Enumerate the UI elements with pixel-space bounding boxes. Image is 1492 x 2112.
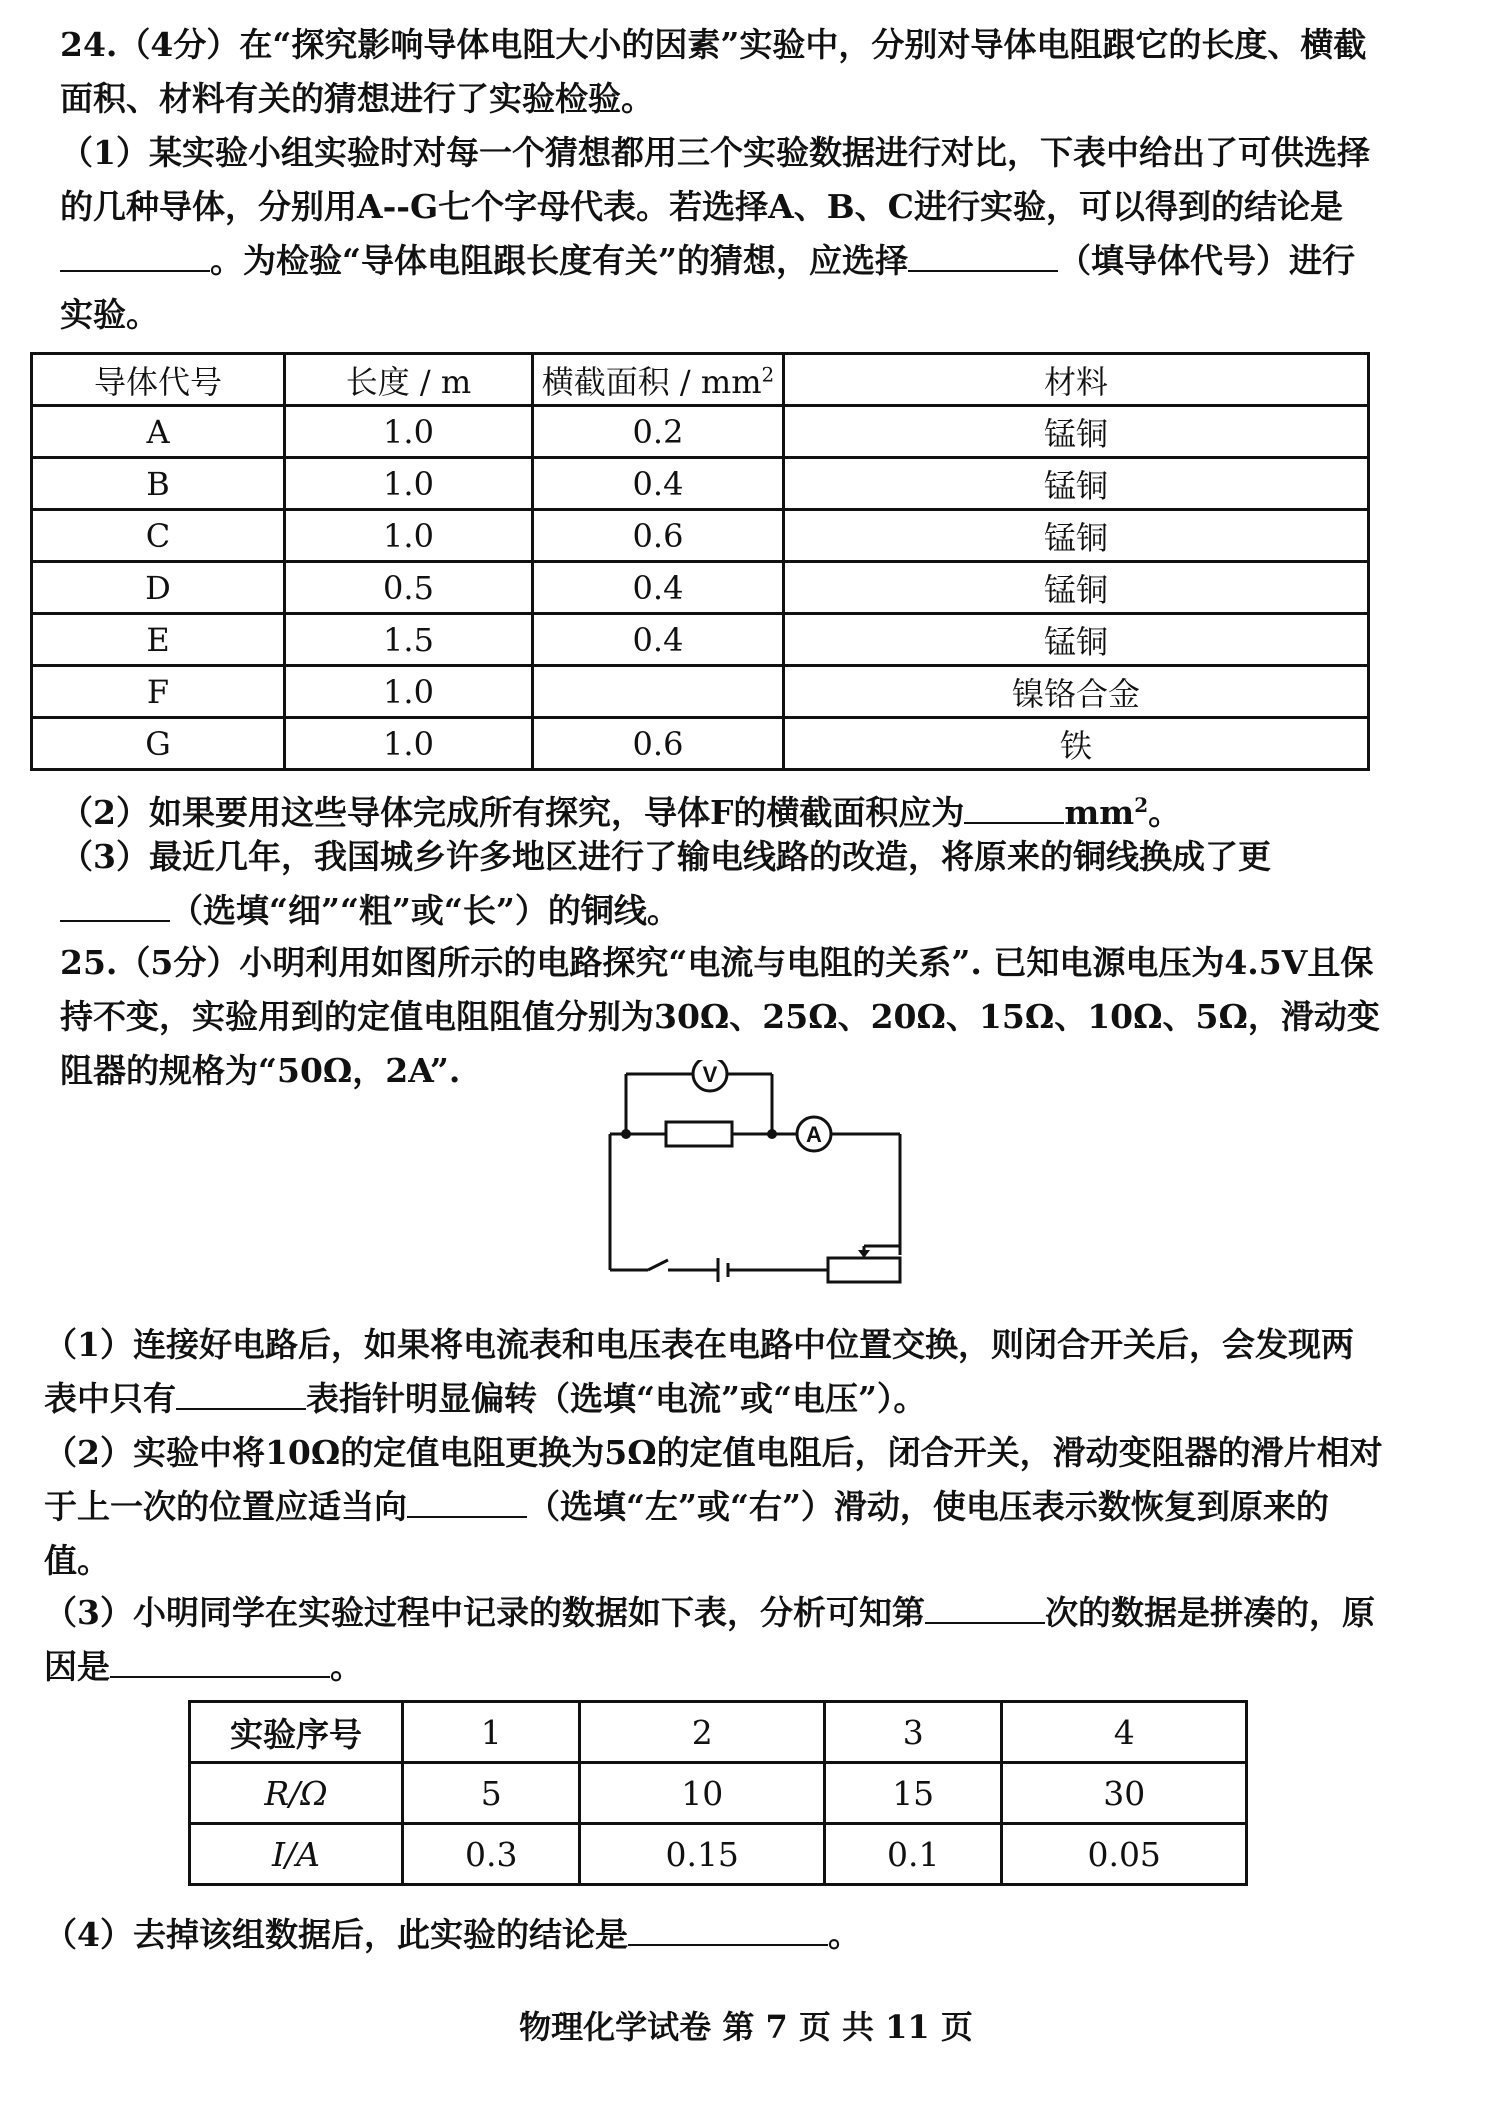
q24-part3-text-b: （选填“细”“粗”或“长”）的铜线。: [170, 891, 680, 930]
page-footer: 物理化学试卷 第 7 页 共 11 页: [519, 2008, 973, 2046]
cell: 0.3: [403, 1824, 580, 1885]
cell: 锰铜: [784, 458, 1369, 510]
cell: 0.05: [1002, 1824, 1247, 1885]
conductor-table: [30, 352, 1370, 771]
cell: 0.4: [533, 458, 784, 510]
q24-blank-wire[interactable]: [60, 890, 170, 922]
q25-blank-direction[interactable]: [407, 1486, 527, 1518]
cell: 锰铜: [784, 562, 1369, 614]
row-label-i: I/A: [190, 1824, 403, 1885]
q24-blank-conductors[interactable]: [908, 240, 1058, 272]
cell: 1.0: [285, 718, 533, 770]
header-area-text: 横截面积 / mm: [541, 362, 762, 401]
table-row: [32, 666, 1369, 718]
cell: 2: [580, 1702, 825, 1763]
q25-part2-text-a: （2）实验中将10Ω的定值电阻更换为5Ω的定值电阻后，闭合开关，滑动变阻器的滑片相对于上一次的位置应适当向: [44, 1433, 1383, 1526]
cell: 1.0: [285, 666, 533, 718]
table-row: [32, 718, 1369, 770]
cell: 0.4: [533, 562, 784, 614]
cell: 1.0: [285, 458, 533, 510]
row-label-seq: 实验序号: [190, 1702, 403, 1763]
conductor-table-header: [32, 354, 1369, 406]
rheostat: [828, 1258, 900, 1282]
table-row: [32, 562, 1369, 614]
q25-part2-text-b: （选填“左”或“右”）滑动，使电压表示数恢复到原来的值。: [44, 1487, 1329, 1580]
cell: 0.1: [824, 1824, 1001, 1885]
cell: 30: [1002, 1763, 1247, 1824]
header-code: 导体代号: [32, 354, 285, 406]
q25-part2: [44, 1426, 1384, 1588]
table-row: [190, 1702, 1247, 1763]
cell: 1.5: [285, 614, 533, 666]
table-row: [32, 406, 1369, 458]
table-row: [32, 510, 1369, 562]
cell: C: [32, 510, 285, 562]
cell: 4: [1002, 1702, 1247, 1763]
switch: [648, 1260, 668, 1270]
q24-blank-conclusion[interactable]: [60, 240, 210, 272]
q25-part4-text-a: （4）去掉该组数据后，此实验的结论是: [44, 1915, 628, 1954]
table-row: [190, 1763, 1247, 1824]
q25-part4-text-b: 。: [827, 1915, 861, 1954]
cell: A: [32, 406, 285, 458]
q24-part3-text-a: （3）最近几年，我国城乡许多地区进行了输电线路的改造，将原来的铜线换成了更: [60, 837, 1271, 876]
cell: 0.4: [533, 614, 784, 666]
cell: 0.15: [580, 1824, 825, 1885]
q25-part1-text-b: 表指针明显偏转（选填“电流”或“电压”）。: [306, 1379, 927, 1418]
cell: 0.6: [533, 718, 784, 770]
cell: 1: [403, 1702, 580, 1763]
q25-blank-trial[interactable]: [925, 1592, 1045, 1624]
cell: 0.2: [533, 406, 784, 458]
cell: D: [32, 562, 285, 614]
q24-part1-text-a: （1）某实验小组实验时对每一个猜想都用三个实验数据进行对比，下表中给出了可供选择的几种导体，分别用A--G七个字母代表。若选择A、B、C进行实验，可以得到的结论是: [60, 133, 1370, 226]
circuit-diagram: [600, 1060, 920, 1292]
table-row: [190, 1824, 1247, 1885]
cell: 锰铜: [784, 614, 1369, 666]
header-area-sup: 2: [761, 361, 775, 386]
cell: B: [32, 458, 285, 510]
cell: 10: [580, 1763, 825, 1824]
q24-part1: [60, 126, 1380, 342]
cell: F: [32, 666, 285, 718]
cell: 0.5: [285, 562, 533, 614]
q25-blank-meter[interactable]: [176, 1378, 306, 1410]
voltmeter-label: V: [702, 1062, 718, 1087]
q24-part2-unit: mm: [1064, 793, 1135, 832]
q24-part1-text-c: （填导体代号）进行实验。: [60, 241, 1355, 334]
cell: 5: [403, 1763, 580, 1824]
table-row: [32, 614, 1369, 666]
ammeter-label: A: [806, 1122, 822, 1147]
cell: 0.6: [533, 510, 784, 562]
q25-part3: [44, 1586, 1384, 1694]
q24-part2-text-c: 。: [1148, 793, 1182, 832]
q24-part1-text-b: 。为检验“导体电阻跟长度有关”的猜想，应选择: [210, 241, 908, 280]
table-row: [32, 458, 1369, 510]
q24-part2-sup: 2: [1134, 793, 1149, 817]
q24-intro: [60, 18, 1380, 126]
cell: 锰铜: [784, 406, 1369, 458]
resistor: [666, 1122, 732, 1146]
cell-empty: [533, 666, 784, 718]
q25-intro-text: 25.（5分）小明利用如图所示的电路探究“电流与电阻的关系”. 已知电源电压为4.5V且保持不变，实验用到的定值电阻阻值分别为30Ω、25Ω、20Ω、15Ω、10Ω、5Ω，滑动变阻器的规格为“50Ω，2A”.: [60, 943, 1380, 1090]
cell: 3: [824, 1702, 1001, 1763]
row-label-r: R/Ω: [190, 1763, 403, 1824]
q24-part3: [60, 830, 1380, 938]
header-material: 材料: [784, 354, 1369, 406]
q25-part4: [44, 1908, 1384, 1962]
header-area: [533, 354, 784, 406]
experiment-table: [188, 1700, 1248, 1886]
cell: 15: [824, 1763, 1001, 1824]
q25-part3-text-c: 。: [330, 1647, 363, 1686]
q25-part3-text-b: 次的数据是拼凑的，原因是: [44, 1593, 1375, 1686]
q25-part1: [44, 1318, 1384, 1426]
cell: 1.0: [285, 406, 533, 458]
cell: E: [32, 614, 285, 666]
cell: 1.0: [285, 510, 533, 562]
cell: G: [32, 718, 285, 770]
q24-intro-text: 24.（4分）在“探究影响导体电阻大小的因素”实验中，分别对导体电阻跟它的长度、横截面积、材料有关的猜想进行了实验检验。: [60, 25, 1367, 118]
q25-blank-reason[interactable]: [110, 1646, 330, 1678]
q24-part2-text-a: （2）如果要用这些导体完成所有探究，导体F的横截面积应为: [60, 793, 965, 832]
q25-part3-text-a: （3）小明同学在实验过程中记录的数据如下表，分析可知第: [44, 1593, 925, 1632]
cell: 铁: [784, 718, 1369, 770]
cell: 镍铬合金: [784, 666, 1369, 718]
q25-part1-text-a: （1）连接好电路后，如果将电流表和电压表在电路中位置交换，则闭合开关后，会发现两表中只有: [44, 1325, 1354, 1418]
cell: 锰铜: [784, 510, 1369, 562]
q24-blank-area[interactable]: [964, 792, 1064, 824]
q25-blank-conclusion[interactable]: [628, 1914, 828, 1946]
header-length: 长度 / m: [285, 354, 533, 406]
